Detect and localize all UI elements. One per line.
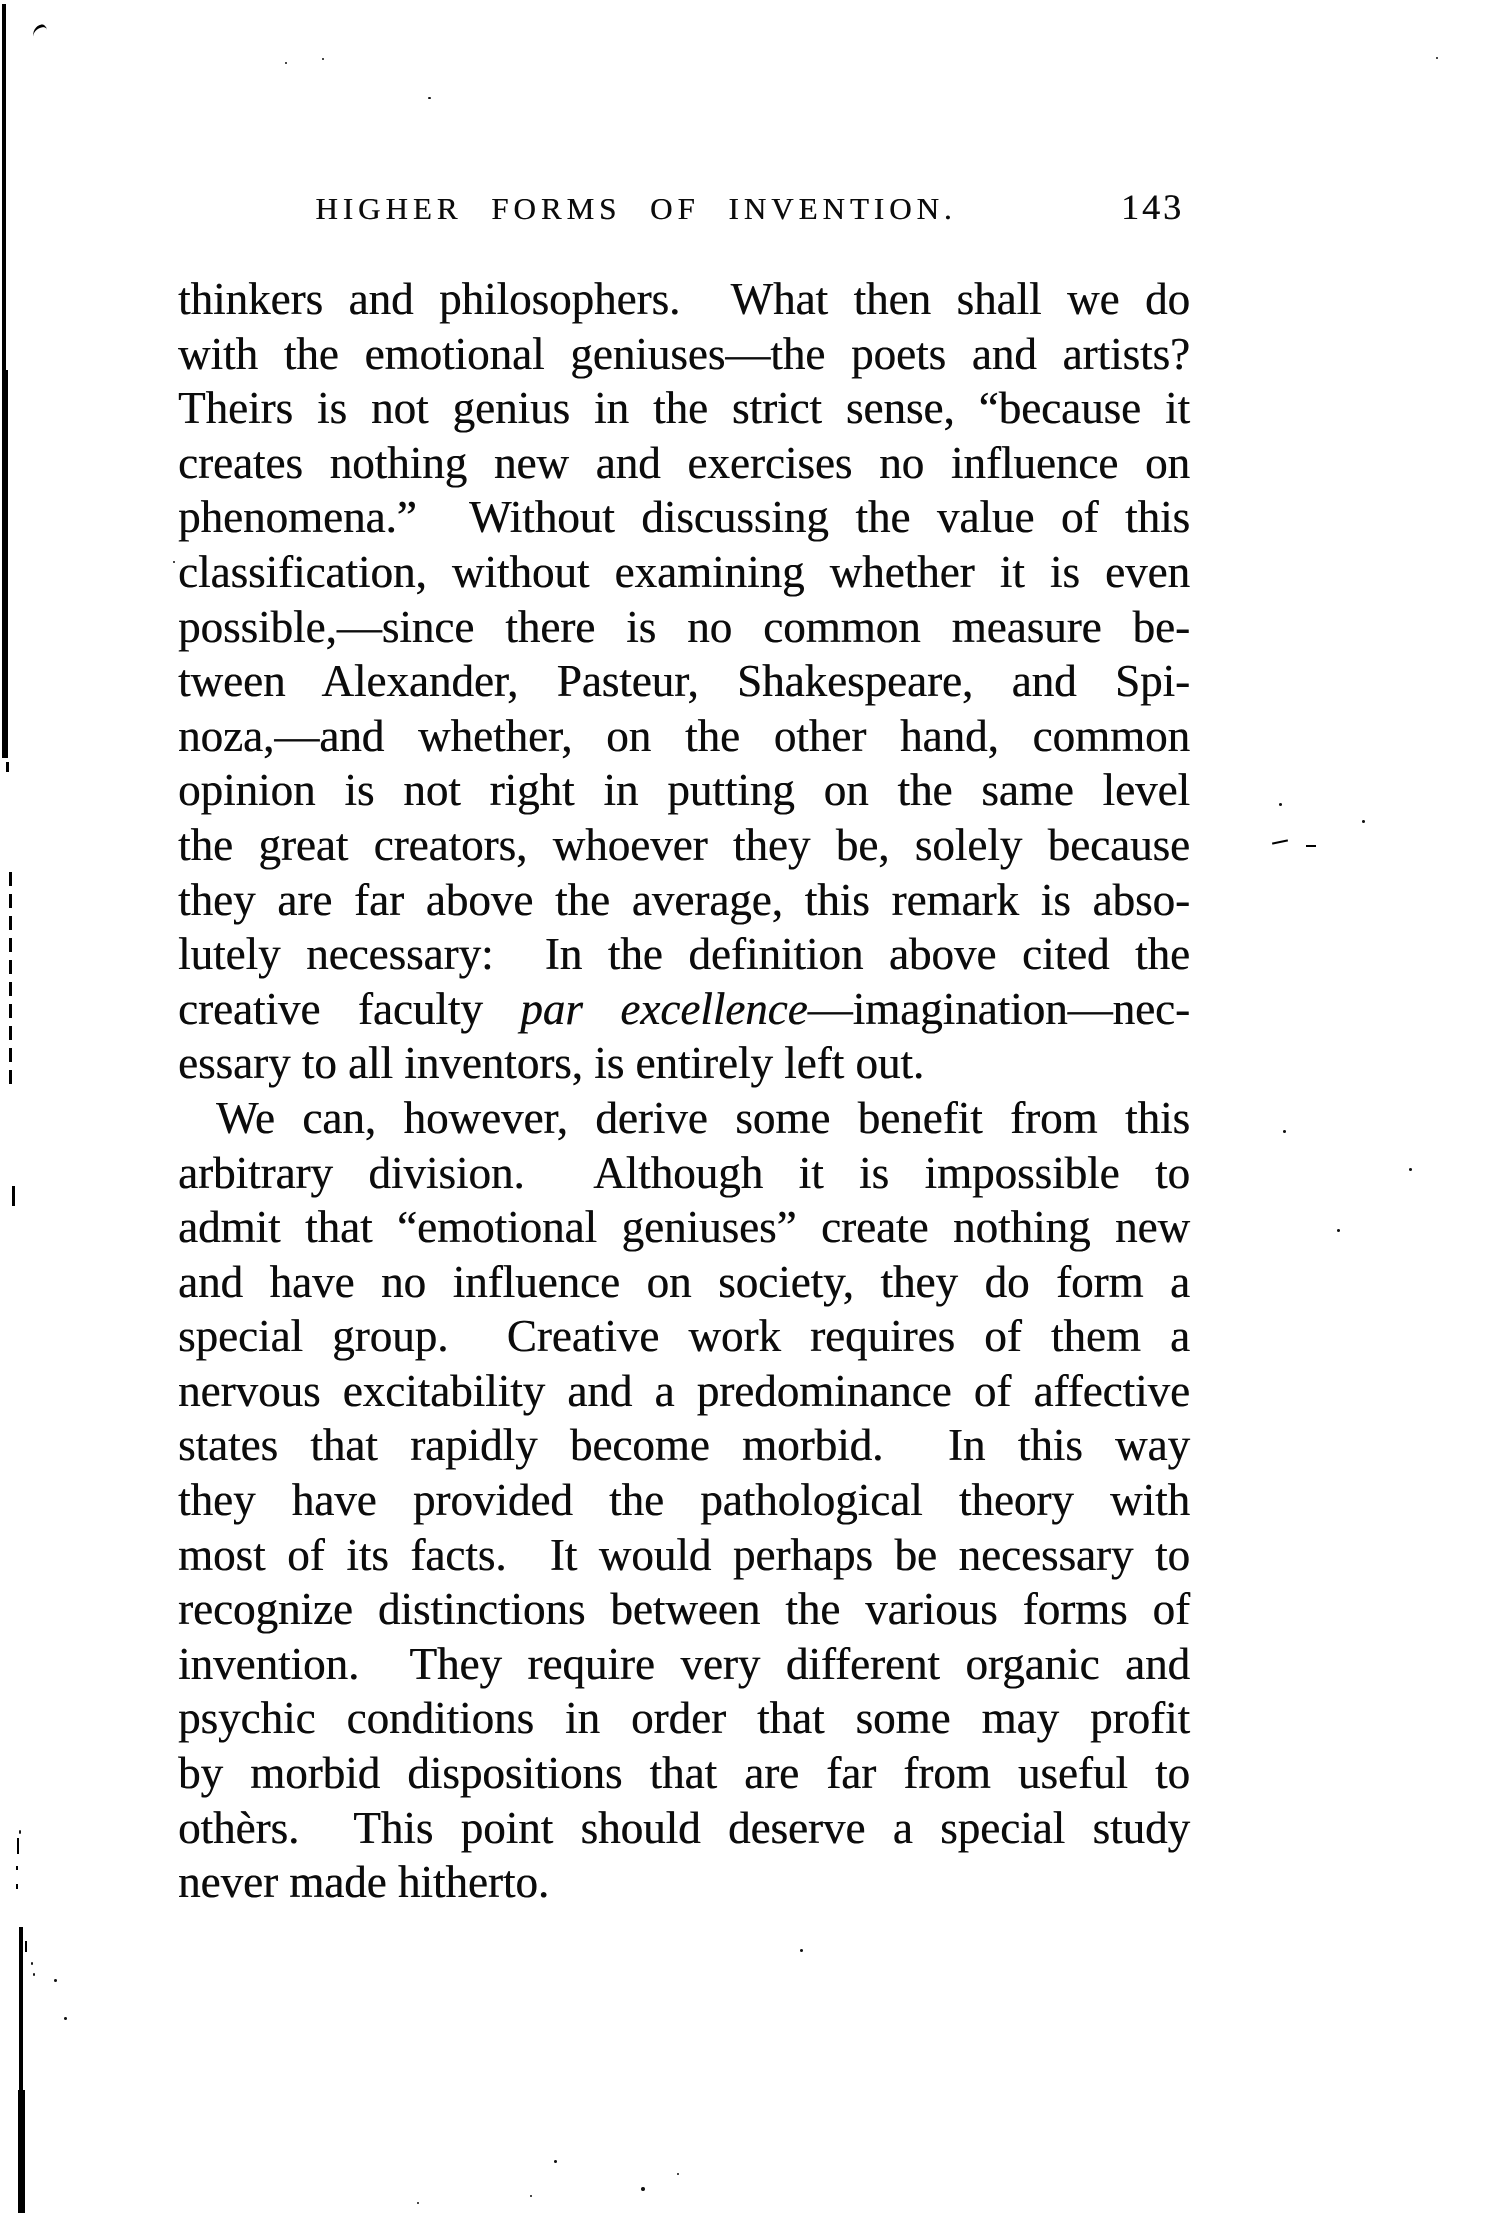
- text-line: tween Alexander, Pasteur, Shakespeare, and Spi-: [178, 656, 1190, 707]
- scan-speck: [554, 2160, 557, 2163]
- scan-speck: [1409, 1168, 1412, 1171]
- scan-speck: [1279, 803, 1282, 806]
- body-text: [178, 272, 1190, 1910]
- spine-line-top: [2, 4, 6, 374]
- text-line: with the emotional geniuses—the poets and artists?: [178, 328, 1190, 379]
- scan-speck: [1337, 1229, 1340, 1232]
- text-line: most of its facts. It would perhaps be necessary to: [178, 1529, 1190, 1580]
- text-line: psychic conditions in order that some may profit: [178, 1693, 1190, 1744]
- scan-speck: [33, 1973, 35, 1976]
- scan-speck: [54, 1979, 57, 1982]
- text-line: by morbid dispositions that are far from useful to: [178, 1748, 1190, 1799]
- spine-line-top: [2, 370, 8, 758]
- scan-speck: [677, 2173, 679, 2175]
- scan-speck: [64, 2017, 67, 2020]
- scan-speck: [173, 561, 175, 563]
- text-line: nervous excitability and a predominance of affective: [178, 1365, 1190, 1416]
- scan-speck: [641, 2187, 645, 2191]
- spine-dash: [6, 762, 9, 772]
- scan-stray-mark: [31, 23, 48, 37]
- text-line: classification, without examining whether it is even: [178, 546, 1190, 597]
- paragraph: [178, 1091, 1190, 1910]
- left-margin-tick: [16, 1866, 18, 1870]
- text-line: essary to all inventors, is entirely left out.: [178, 1038, 925, 1089]
- spine-line-bottom: [18, 2090, 25, 2213]
- scan-speck: [428, 97, 431, 99]
- text-line: creates nothing new and exercises no influence on: [178, 437, 1190, 488]
- text-line: thinkers and philosophers. What then shall we do: [178, 274, 1190, 324]
- text-line: the great creators, whoever they be, solely because: [178, 819, 1190, 870]
- text-line: recognize distinctions between the various forms of: [178, 1584, 1190, 1635]
- right-margin-dash: [1272, 839, 1288, 844]
- text-line: admit that “emotional geniuses” create nothing new: [178, 1202, 1190, 1253]
- scan-speck: [417, 2202, 419, 2204]
- text-segment: —imagination—nec-: [807, 983, 1190, 1034]
- text-line: lutely necessary: In the definition above cited the: [178, 929, 1190, 980]
- text-line: Theirs is not genius in the strict sense, “because it: [178, 383, 1190, 434]
- text-line: arbitrary division. Although it is impossible to: [178, 1147, 1190, 1198]
- text-line: and have no influence on society, they do form a: [178, 1256, 1190, 1307]
- text-line: states that rapidly become morbid. In this way: [178, 1420, 1190, 1471]
- text-line: never made hitherto.: [178, 1857, 550, 1908]
- left-margin-tick: [17, 1838, 19, 1854]
- text-line: othèrs. This point should deserve a special study: [178, 1802, 1190, 1853]
- scan-speck: [1283, 1130, 1286, 1133]
- left-margin-tick: [16, 1884, 18, 1889]
- scan-speck: [1436, 57, 1438, 59]
- text-line: they have provided the pathological theory with: [178, 1475, 1190, 1526]
- scan-speck: [1362, 820, 1365, 823]
- paragraph: [178, 272, 1190, 1091]
- scan-speck: [285, 62, 287, 64]
- scan-speck: [19, 1830, 21, 1834]
- text-line: invention. They require very different organic and: [178, 1638, 1190, 1689]
- scan-speck: [322, 58, 324, 60]
- text-line: possible,—since there is no common measure be-: [178, 601, 1190, 652]
- right-margin-dash: [1306, 845, 1316, 847]
- text-line: they are far above the average, this remark is abso-: [178, 874, 1190, 925]
- scan-speck: [800, 1949, 803, 1952]
- text-segment: creative faculty: [178, 983, 521, 1034]
- text-line: phenomena.” Without discussing the value of this: [178, 492, 1190, 543]
- scan-speck: [25, 1941, 27, 1952]
- text-line: noza,—and whether, on the other hand, common: [178, 710, 1190, 761]
- running-header: HIGHER FORMS OF INVENTION.: [315, 191, 957, 226]
- text-line: special group. Creative work requires of them a: [178, 1311, 1190, 1362]
- scan-speck: [530, 2195, 532, 2197]
- page-number: 143: [1121, 187, 1184, 227]
- scan-speck: [31, 1962, 33, 1965]
- text-line: [178, 982, 1190, 1037]
- text-line: We can, however, derive some benefit from this: [216, 1092, 1190, 1143]
- italic-phrase: par excellence: [520, 983, 808, 1034]
- spine-mark: [12, 1186, 15, 1206]
- text-line: opinion is not right in putting on the same level: [178, 765, 1190, 816]
- spine-line-broken: [9, 872, 12, 1084]
